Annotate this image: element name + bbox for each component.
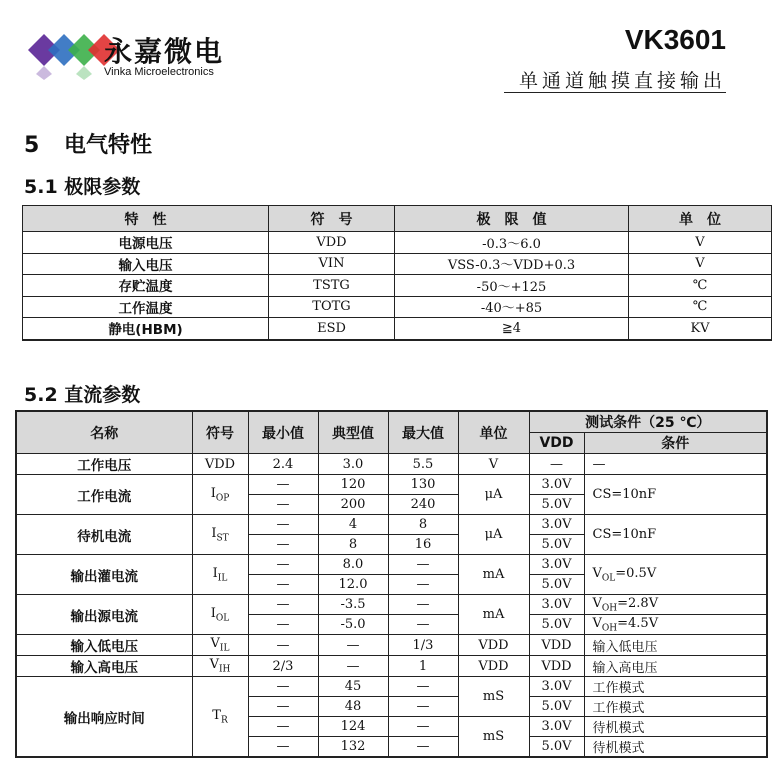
cell-unit: μA: [458, 515, 529, 555]
dc-heading: 5.2 直流参数: [24, 384, 141, 406]
cell-symbol: VDD: [269, 232, 395, 254]
limits-header-row: [23, 206, 772, 232]
cell-symbol: TSTG: [269, 275, 395, 297]
symbol-sub: IL: [217, 573, 228, 584]
dc-col-symbol: 符号: [192, 411, 248, 454]
cell-unit: VDD: [458, 656, 529, 677]
cell-name: 工作电流: [16, 475, 192, 515]
table-row: [16, 475, 767, 495]
cell-typ: -5.0: [318, 615, 388, 635]
cell-value: VSS-0.3～VDD+0.3: [395, 253, 629, 275]
cell-typ: 120: [318, 475, 388, 495]
cell-typ: 4: [318, 515, 388, 535]
cell-max: —: [388, 697, 458, 717]
table-row: [23, 253, 772, 275]
cell-cond: CS=10nF: [584, 475, 767, 515]
cell-vdd: VDD: [529, 635, 584, 656]
brand-name-en: Vinka Microelectronics: [104, 66, 214, 78]
cell-name: 工作温度: [23, 296, 269, 318]
cell-symbol: [192, 677, 248, 758]
cell-max: 1: [388, 656, 458, 677]
dc-col-min: 最小值: [248, 411, 318, 454]
cell-symbol: [192, 635, 248, 656]
cell-min: —: [248, 635, 318, 656]
cond-value: =2.8V: [617, 595, 659, 611]
cell-max: —: [388, 575, 458, 595]
cell-vdd: —: [529, 454, 584, 475]
cell-min: —: [248, 595, 318, 615]
cell-name: 静电(HBM): [23, 318, 269, 340]
table-row: [16, 454, 767, 475]
symbol-sub: IL: [219, 643, 230, 654]
cell-max: —: [388, 677, 458, 697]
cell-value: -40～+85: [395, 296, 629, 318]
cell-min: —: [248, 717, 318, 737]
cell-min: —: [248, 737, 318, 758]
model-number: VK3601: [624, 24, 726, 55]
cell-max: —: [388, 737, 458, 758]
cell-max: 16: [388, 535, 458, 555]
limits-col-symbol: 符 号: [269, 206, 395, 232]
cell-name: 待机电流: [16, 515, 192, 555]
cond-main: V: [592, 595, 602, 611]
cell-max: 5.5: [388, 454, 458, 475]
cell-vdd: 5.0V: [529, 535, 584, 555]
symbol-main: T: [212, 707, 221, 723]
cell-name: 存贮温度: [23, 275, 269, 297]
cond-main: V: [592, 565, 602, 581]
cell-symbol: [192, 515, 248, 555]
dc-col-typ: 典型值: [318, 411, 388, 454]
cell-min: —: [248, 515, 318, 535]
dc-col-test-conditions: 测试条件（25 ℃）: [529, 411, 767, 433]
cell-vdd: 3.0V: [529, 677, 584, 697]
cell-symbol: [192, 475, 248, 515]
cell-min: —: [248, 535, 318, 555]
section-name: 电气特性: [64, 133, 153, 158]
dc-header-row: [16, 411, 767, 433]
cell-typ: 45: [318, 677, 388, 697]
cell-unit: ℃: [629, 275, 772, 297]
cell-symbol: [192, 595, 248, 635]
table-row: [23, 296, 772, 318]
symbol-sub: OL: [215, 613, 230, 624]
brand-name-cn: 永嘉微电: [104, 35, 225, 68]
cell-max: —: [388, 595, 458, 615]
cell-vdd: 5.0V: [529, 615, 584, 635]
cond-value: =4.5V: [617, 615, 659, 631]
symbol-sub: IH: [218, 664, 231, 675]
cell-typ: 132: [318, 737, 388, 758]
limits-col-name: 特 性: [23, 206, 269, 232]
limits-table: [22, 205, 772, 341]
cell-cond: 输入高电压: [584, 656, 767, 677]
cell-symbol: [192, 656, 248, 677]
cell-typ: 48: [318, 697, 388, 717]
symbol-sub: ST: [216, 533, 229, 544]
cell-max: 130: [388, 475, 458, 495]
section-title: [24, 128, 152, 159]
cell-cond: 工作模式: [584, 697, 767, 717]
cell-min: 2/3: [248, 656, 318, 677]
cell-typ: 12.0: [318, 575, 388, 595]
cell-vdd: 5.0V: [529, 575, 584, 595]
cell-value: -0.3～6.0: [395, 232, 629, 254]
header-divider: [504, 92, 726, 93]
cell-vdd: 3.0V: [529, 515, 584, 535]
cell-vdd: 3.0V: [529, 717, 584, 737]
dc-col-unit: 单位: [458, 411, 529, 454]
table-row: [16, 656, 767, 677]
product-subtitle: 单通道触摸直接输出: [518, 70, 726, 92]
cell-name: 输出响应时间: [16, 677, 192, 758]
table-row: [23, 275, 772, 297]
cond-sub: OH: [601, 603, 618, 614]
cell-unit: mA: [458, 595, 529, 635]
cell-name: 输入高电压: [16, 656, 192, 677]
table-row: [16, 515, 767, 535]
cell-min: —: [248, 475, 318, 495]
cell-max: 8: [388, 515, 458, 535]
cell-vdd: 5.0V: [529, 697, 584, 717]
cond-sub: OH: [601, 623, 618, 634]
cell-vdd: 5.0V: [529, 737, 584, 758]
cell-typ: —: [318, 656, 388, 677]
dc-col-cond: 条件: [584, 433, 767, 454]
cell-min: —: [248, 697, 318, 717]
cell-name: 输入低电压: [16, 635, 192, 656]
cell-unit: V: [629, 232, 772, 254]
cell-typ: 8: [318, 535, 388, 555]
cell-symbol: ESD: [269, 318, 395, 340]
cell-typ: 200: [318, 495, 388, 515]
table-row: [16, 555, 767, 575]
cell-typ: -3.5: [318, 595, 388, 615]
cell-unit: μA: [458, 475, 529, 515]
cell-min: —: [248, 615, 318, 635]
dc-col-vdd: VDD: [529, 433, 584, 454]
table-row: [23, 232, 772, 254]
cell-min: —: [248, 575, 318, 595]
cell-min: —: [248, 495, 318, 515]
cell-name: 输出源电流: [16, 595, 192, 635]
cell-unit: KV: [629, 318, 772, 340]
logo-shadow-green: [76, 66, 92, 80]
cell-typ: 8.0: [318, 555, 388, 575]
cell-cond: 工作模式: [584, 677, 767, 697]
cell-min: —: [248, 677, 318, 697]
symbol-main: I: [211, 525, 217, 541]
symbol-sub: R: [220, 715, 228, 726]
cell-max: —: [388, 717, 458, 737]
cell-cond: [584, 555, 767, 595]
cell-typ: 3.0: [318, 454, 388, 475]
cell-cond: [584, 595, 767, 615]
cell-cond: —: [584, 454, 767, 475]
symbol-sub: OP: [215, 493, 230, 504]
cell-unit: mA: [458, 555, 529, 595]
cell-cond: 待机模式: [584, 737, 767, 758]
cell-min: —: [248, 555, 318, 575]
cell-max: —: [388, 615, 458, 635]
cell-cond: 待机模式: [584, 717, 767, 737]
dc-col-name: 名称: [16, 411, 192, 454]
cell-typ: 124: [318, 717, 388, 737]
table-row: [16, 635, 767, 656]
cell-cond: [584, 615, 767, 635]
cell-unit: mS: [458, 677, 529, 717]
cell-cond: 输入低电压: [584, 635, 767, 656]
dc-table: [15, 410, 768, 758]
cell-unit: VDD: [458, 635, 529, 656]
limits-col-value: 极 限 值: [395, 206, 629, 232]
cell-value: -50～+125: [395, 275, 629, 297]
cell-unit: V: [458, 454, 529, 475]
cond-value: =0.5V: [615, 565, 657, 581]
cell-unit: mS: [458, 717, 529, 758]
cell-name: 工作电压: [16, 454, 192, 475]
cell-symbol: VDD: [192, 454, 248, 475]
cell-vdd: 3.0V: [529, 475, 584, 495]
table-row: [16, 595, 767, 615]
cell-symbol: VIN: [269, 253, 395, 275]
section-number: 5: [24, 133, 40, 158]
cell-unit: ℃: [629, 296, 772, 318]
cell-min: 2.4: [248, 454, 318, 475]
limits-col-unit: 单 位: [629, 206, 772, 232]
dc-col-max: 最大值: [388, 411, 458, 454]
symbol-main: I: [212, 565, 218, 581]
cell-name: 电源电压: [23, 232, 269, 254]
cell-symbol: [192, 555, 248, 595]
cell-typ: —: [318, 635, 388, 656]
cell-max: 1/3: [388, 635, 458, 656]
cond-sub: OL: [601, 573, 616, 584]
cell-vdd: 3.0V: [529, 595, 584, 615]
limits-heading: 5.1 极限参数: [24, 176, 141, 198]
cell-max: —: [388, 555, 458, 575]
logo-shadow-purple: [36, 66, 52, 80]
cell-vdd: 5.0V: [529, 495, 584, 515]
cell-cond: CS=10nF: [584, 515, 767, 555]
symbol-main: I: [210, 605, 216, 621]
cond-main: V: [592, 615, 602, 631]
symbol-main: V: [210, 636, 220, 652]
cell-name: 输出灌电流: [16, 555, 192, 595]
cell-max: 240: [388, 495, 458, 515]
table-row: [16, 677, 767, 697]
cell-name: 输入电压: [23, 253, 269, 275]
cell-symbol: TOTG: [269, 296, 395, 318]
cell-vdd: VDD: [529, 656, 584, 677]
cell-value: ≧4: [395, 318, 629, 340]
cell-vdd: 3.0V: [529, 555, 584, 575]
symbol-main: V: [209, 657, 219, 673]
symbol-main: I: [210, 485, 216, 501]
table-row: [23, 318, 772, 340]
cell-unit: V: [629, 253, 772, 275]
